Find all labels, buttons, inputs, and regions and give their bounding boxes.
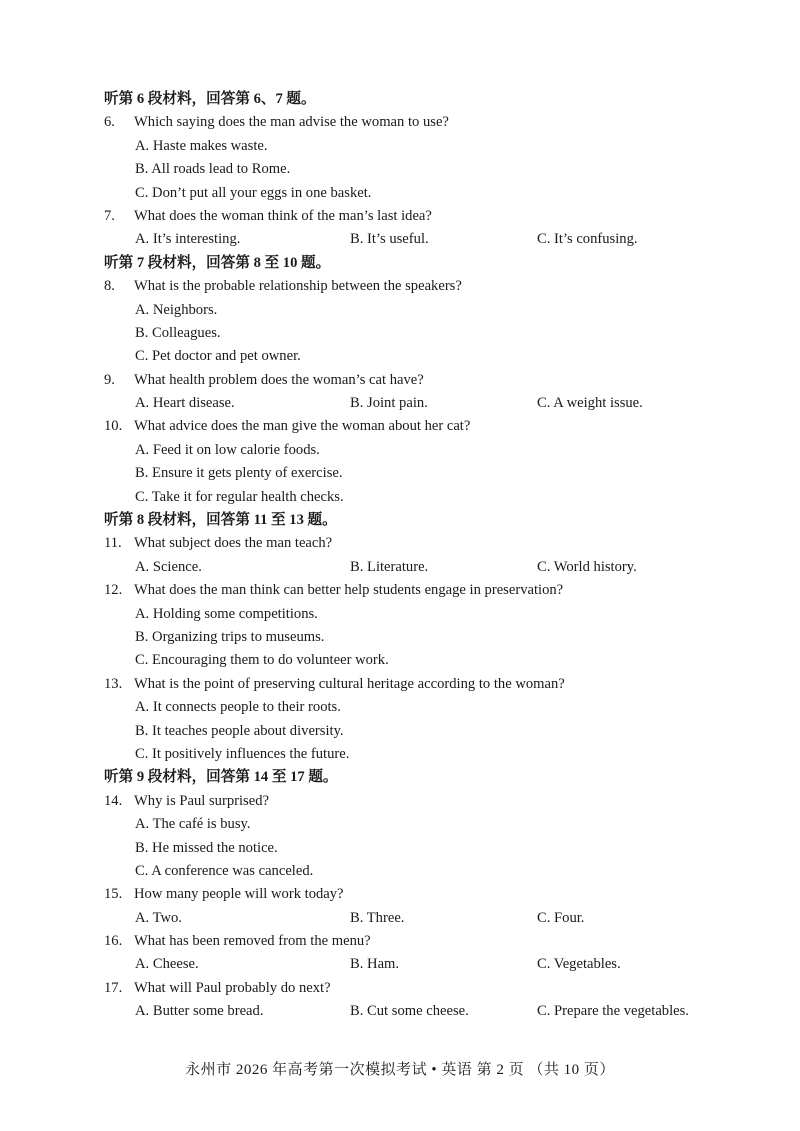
question-stem xyxy=(104,532,724,555)
answer-option: C. Prepare the vegetables. xyxy=(537,1003,689,1020)
answer-options-row xyxy=(104,392,724,415)
question-text: What is the probable relationship between the speakers? xyxy=(134,278,462,295)
page-footer: 永州市 2026 年高考第一次模拟考试 • 英语 第 2 页 （共 10 页） xyxy=(185,1062,615,1078)
question-text: What does the woman think of the man’s last idea? xyxy=(134,207,432,224)
question-text: What will Paul probably do next? xyxy=(134,979,331,996)
question-number: 6. xyxy=(104,114,115,131)
question-number: 8. xyxy=(104,278,115,295)
answer-options-row xyxy=(104,228,724,251)
question-stem xyxy=(104,369,724,392)
section-heading: 听第 9 段材料，回答第 14 至 17 题。 xyxy=(104,769,338,786)
answer-option: A. Two. xyxy=(135,909,182,926)
answer-option: C. A conference was canceled. xyxy=(135,862,314,879)
answer-option: A. Science. xyxy=(135,558,202,575)
section-heading: 听第 6 段材料，回答第 6、7 题。 xyxy=(104,91,316,107)
answer-option: B. He missed the notice. xyxy=(135,839,278,856)
question-stem xyxy=(104,790,724,813)
answer-option: C. Don’t put all your eggs in one basket. xyxy=(135,184,372,201)
answer-option: B. It teaches people about diversity. xyxy=(135,722,344,739)
answer-option: A. The café is busy. xyxy=(135,816,251,833)
answer-option: B. Organizing trips to museums. xyxy=(135,628,325,645)
answer-option: C. Take it for regular health checks. xyxy=(135,488,344,505)
question-stem xyxy=(104,977,724,1000)
question-number: 10. xyxy=(104,418,123,435)
section-heading: 听第 7 段材料，回答第 8 至 10 题。 xyxy=(104,254,331,271)
answer-option: B. Literature. xyxy=(350,558,429,575)
answer-option: B. Three. xyxy=(350,909,405,926)
question-number: 13. xyxy=(104,675,123,692)
question-number: 7. xyxy=(104,207,115,224)
question-stem xyxy=(104,930,724,953)
question-number: 14. xyxy=(104,792,123,809)
exam-content xyxy=(104,88,724,1024)
answer-option: A. Butter some bread. xyxy=(135,1003,264,1020)
question-number: 9. xyxy=(104,371,115,388)
question-stem xyxy=(104,579,724,602)
question-stem xyxy=(104,883,724,906)
question-text: What does the man think can better help students engage in preservation? xyxy=(134,582,564,599)
answer-option: C. Encouraging them to do volunteer work. xyxy=(135,652,389,669)
answer-options-row xyxy=(104,556,724,579)
answer-option: A. Feed it on low calorie foods. xyxy=(135,441,320,458)
question-number: 16. xyxy=(104,933,123,950)
question-stem xyxy=(104,275,724,298)
question-stem xyxy=(104,205,724,228)
question-text: What health problem does the woman’s cat have? xyxy=(134,371,424,388)
answer-option: B. Joint pain. xyxy=(350,395,428,412)
answer-option: C. It’s confusing. xyxy=(537,231,638,248)
question-number: 17. xyxy=(104,979,123,996)
answer-option: A. Heart disease. xyxy=(135,395,235,412)
question-stem xyxy=(104,673,724,696)
answer-options-row xyxy=(104,907,724,930)
answer-option: B. It’s useful. xyxy=(350,231,429,248)
section-heading: 听第 8 段材料，回答第 11 至 13 题。 xyxy=(104,512,337,529)
answer-options-row xyxy=(104,953,724,976)
question-text: Why is Paul surprised? xyxy=(134,792,269,809)
answer-option: B. Ham. xyxy=(350,956,400,973)
answer-option: C. It positively influences the future. xyxy=(135,745,350,762)
answer-option: C. Pet doctor and pet owner. xyxy=(135,348,301,365)
answer-option: B. Ensure it gets plenty of exercise. xyxy=(135,465,343,482)
answer-option: A. Haste makes waste. xyxy=(135,137,268,154)
question-number: 12. xyxy=(104,582,123,599)
answer-option: A. Neighbors. xyxy=(135,301,218,318)
answer-options-row xyxy=(104,1000,724,1023)
answer-option: A. It’s interesting. xyxy=(135,231,241,248)
answer-option: C. World history. xyxy=(537,558,637,575)
question-text: How many people will work today? xyxy=(134,886,344,903)
answer-option: B. All roads lead to Rome. xyxy=(135,161,291,178)
answer-option: B. Cut some cheese. xyxy=(350,1003,469,1020)
question-text: What is the point of preserving cultural heritage according to the woman? xyxy=(134,675,565,692)
question-stem xyxy=(104,111,724,134)
answer-option: A. It connects people to their roots. xyxy=(135,699,341,716)
answer-option: A. Holding some competitions. xyxy=(135,605,318,622)
answer-option: C. Vegetables. xyxy=(537,956,621,973)
question-text: What has been removed from the menu? xyxy=(134,933,371,950)
question-number: 11. xyxy=(104,535,122,552)
question-text: What subject does the man teach? xyxy=(134,535,333,552)
answer-option: C. Four. xyxy=(537,909,585,926)
question-stem xyxy=(104,415,724,438)
question-number: 15. xyxy=(104,886,123,903)
answer-option: B. Colleagues. xyxy=(135,324,221,341)
answer-option: C. A weight issue. xyxy=(537,395,643,412)
question-text: Which saying does the man advise the woman to use? xyxy=(134,114,449,131)
question-text: What advice does the man give the woman about her cat? xyxy=(134,418,471,435)
answer-option: A. Cheese. xyxy=(135,956,199,973)
